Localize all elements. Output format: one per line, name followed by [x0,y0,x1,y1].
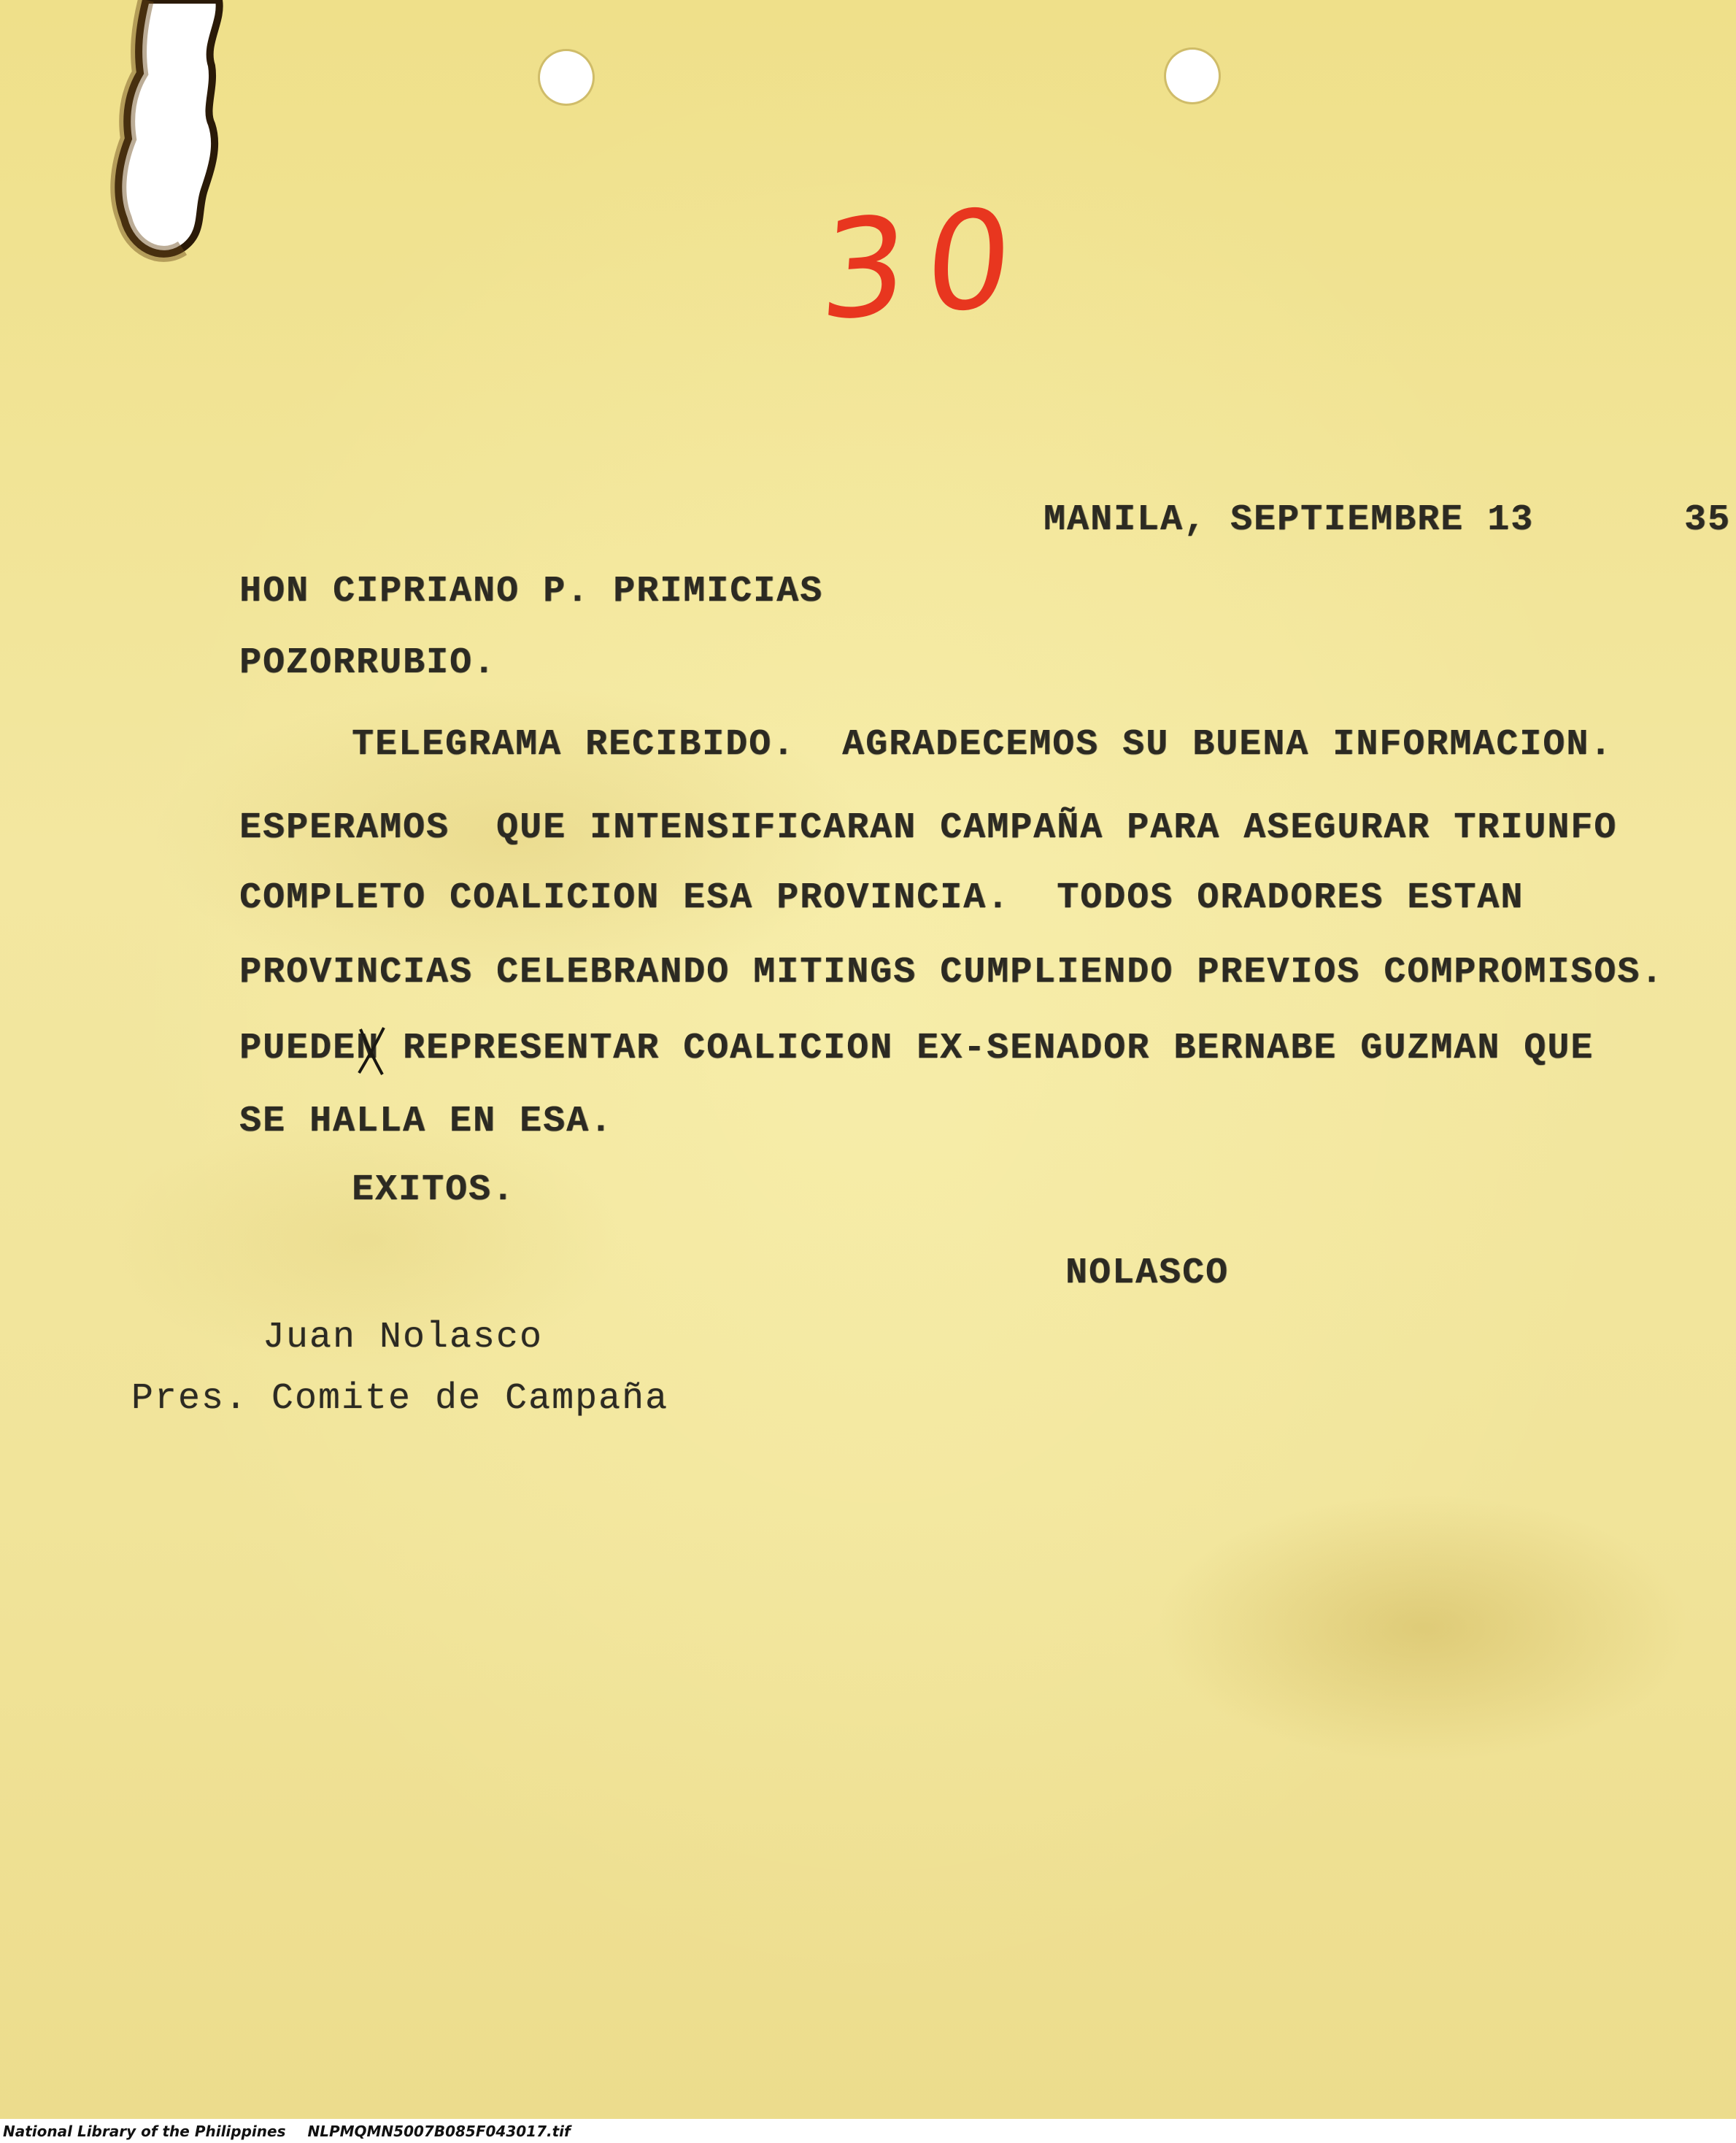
footer-institution: National Library of the Philippines [3,2123,286,2140]
letter-date: MANILA, SEPTIEMBRE 13 [1043,499,1535,541]
body-line: COMPLETO COALICION ESA PROVINCIA. TODOS ORADORES ESTAN [239,877,1524,919]
letter-year: 35 [1684,499,1732,541]
body-line: TELEGRAMA RECIBIDO. AGRADECEMOS SU BUENA INFORMACION. [352,724,1613,766]
signer-title: Pres. Comite de Campaña [131,1378,669,1420]
signoff: NOLASCO [1065,1253,1230,1294]
handwritten-x-mark [353,1025,388,1077]
signer-name: Juan Nolasco [263,1317,544,1358]
body-line: PUEDEN REPRESENTAR COALICION EX-SENADOR BERNABE GUZMAN QUE [239,1028,1594,1069]
footer-caption [3,2123,571,2140]
closing: EXITOS. [352,1169,516,1211]
body-line: SE HALLA EN ESA. [239,1101,614,1142]
body-line: ESPERAMOS QUE INTENSIFICARAN CAMPAÑA PARA ASEGURAR TRIUNFO [239,807,1618,849]
recipient-name: HON CIPRIANO P. PRIMICIAS [239,571,824,612]
punch-hole-right [1166,50,1219,102]
footer-filename: NLPMQMN5007B085F043017.tif [307,2123,571,2140]
annotation-number: 30 [815,177,1036,351]
burn-damage [95,0,241,277]
body-line: PROVINCIAS CELEBRANDO MITINGS CUMPLIENDO PREVIOS COMPROMISOS. [239,952,1664,993]
punch-hole-left [540,51,593,104]
recipient-location: POZORRUBIO. [239,642,497,684]
